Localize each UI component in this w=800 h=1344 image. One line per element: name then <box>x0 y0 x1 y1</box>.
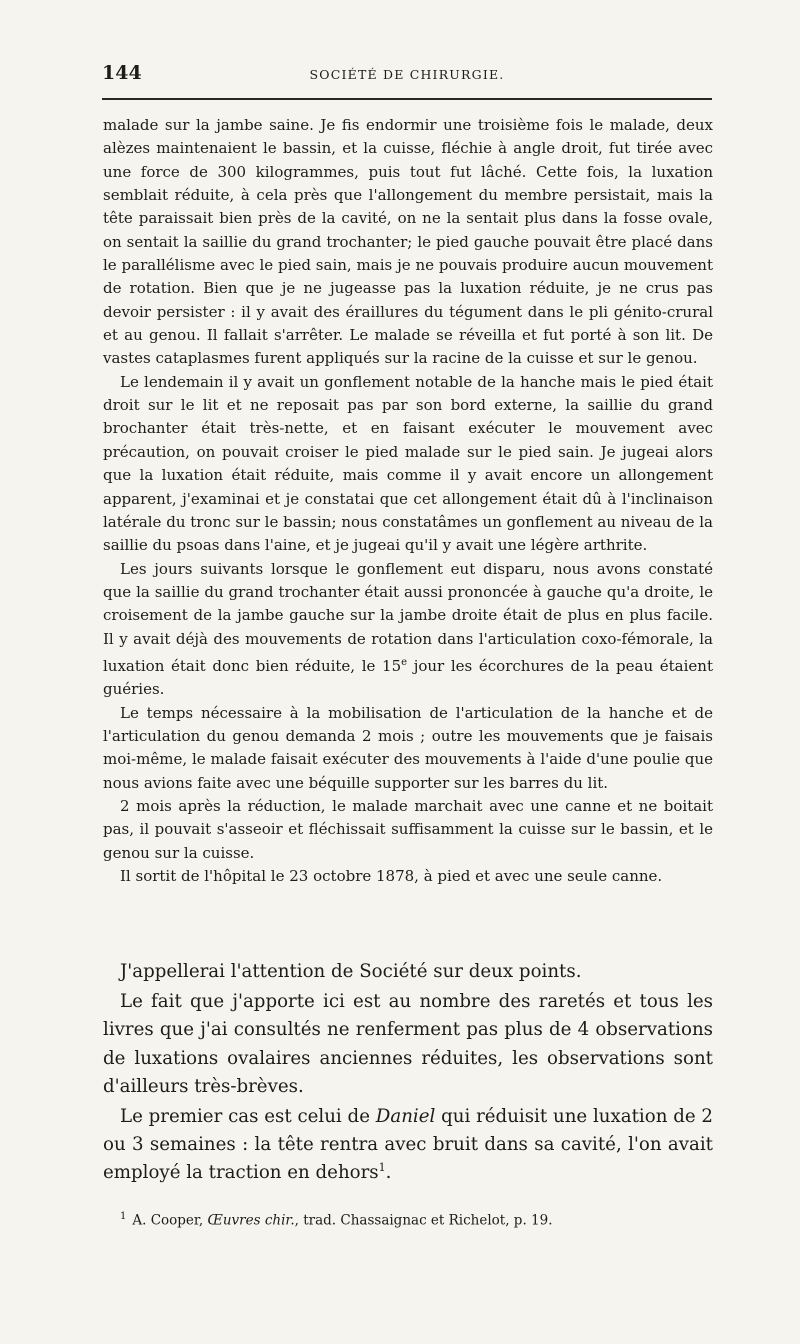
running-head: SOCIÉTÉ DE CHIRURGIE. <box>309 67 505 82</box>
paragraph <box>103 558 713 702</box>
paragraph: Le temps nécessaire à la mobilisation de l'articulation de la hanche et de l'articulation du genou demanda 2 mois ; outre les mouvements que je faisais moi-même, le malade faisait exécuter des mouvements à l'aide d'une poulie que nous avions faite avec une béquille supporter sur les barres du lit. <box>103 703 713 792</box>
page-header <box>102 62 712 86</box>
paragraph-text: Le premier cas est celui de <box>120 1106 376 1128</box>
paragraph-text: . <box>385 1162 392 1184</box>
author-name: Daniel <box>375 1106 436 1128</box>
header-rule <box>102 98 712 100</box>
footnote-mark: 1 <box>120 1211 127 1222</box>
paragraph-text: jour les écorchures de la peau étaient guéries. <box>103 656 713 699</box>
footnote-rest: , trad. Chassaignac et Richelot, p. 19. <box>294 1212 553 1229</box>
paragraph: malade sur la jambe saine. Je fis endormir une troisième fois le malade, deux alèzes maintenaient le bassin, et la cuisse, fléchie à angle droit, fut tirée avec une force de 300 kilogrammes, puis tout fut lâché. Cette fois, la luxation semblait réduite, à cela près que l'allongement du membre persistait, mais la tête paraissait bien près de la cavité, on ne la sentait plus dans la fosse ovale, on sentait la saillie du grand trochanter; le pied gauche pouvait être placé dans le parallélisme avec le pied sain, mais je ne pouvais produire aucun mouvement de rotation. Bien que je ne jugeasse pas la luxation réduite, je ne crus pas devoir persister : il y avait des éraillures du tégument dans le pli génito-crural et au genou. Il fallait s'arrêter. Le malade se réveilla et fut porté à son lit. De vastes cataplasmes furent appliqués sur la racine de la cuisse et sur le genou. <box>103 116 713 368</box>
paragraph: 2 mois après la réduction, le malade marchait avec une canne et ne boitait pas, il pouvait s'asseoir et fléchissait suffisamment la cuisse sur le bassin, et le genou sur la cuisse. <box>103 796 713 862</box>
paragraph: Il sortit de l'hôpital le 23 octobre 1878, à pied et avec une seule canne. <box>120 867 663 885</box>
footnote <box>120 1207 720 1231</box>
footnote-title: Œuvres chir. <box>207 1212 295 1229</box>
paragraph <box>103 1103 713 1188</box>
case-report-text <box>103 114 713 888</box>
paragraph: Le lendemain il y avait un gonflement notable de la hanche mais le pied était droit sur le lit et ne reposait pas par son bord externe, la saillie du grand brochanter était très-nette, et en faisant exécuter le mouvement avec précaution, on pouvait croiser le pied malade sur le pied sain. Je jugeai alors que la luxation était réduite, mais comme il y avait encore un allongement apparent, j'examinai et je constatai que cet allongement était dû à l'inclinaison latérale du tronc sur le bassin; nous constatâmes un gonflement au niveau de la saillie du psoas dans l'aine, et je jugeai qu'il y avait une légère arthrite. <box>103 372 713 555</box>
discussion-text <box>103 958 713 1188</box>
paragraph: Le fait que j'apporte ici est au nombre des raretés et tous les livres que j'ai consultés ne renferment pas plus de 4 observations de luxations ovalaires anciennes réduites, les observations sont d'ailleurs très-brèves. <box>103 991 713 1097</box>
paragraph-text: Les jours suivants lorsque le gonflement eut disparu, nous avons constaté que la saillie du grand trochanter était aussi prononcée à gauche qu'a droite, le croisement de la jambe gauche sur la jambe droite était de plus en plus facile. Il y avait déjà des mouvements de rotation dans l'articulation coxo-fémorale, la luxation était donc bien réduite, le 15 <box>103 559 713 675</box>
ordinal-superscript: e <box>401 656 408 668</box>
page-number: 144 <box>102 62 142 84</box>
footnote-author: A. Cooper, <box>132 1212 208 1229</box>
paragraph: J'appellerai l'attention de Société sur deux points. <box>120 961 582 982</box>
footnote-reference[interactable]: 1 <box>378 1161 386 1175</box>
paragraph-text: qui réduisit une luxation de 2 ou 3 semaines : la tête rentra avec bruit dans sa cavité, l'on avait employé la traction en dehors <box>103 1106 713 1184</box>
